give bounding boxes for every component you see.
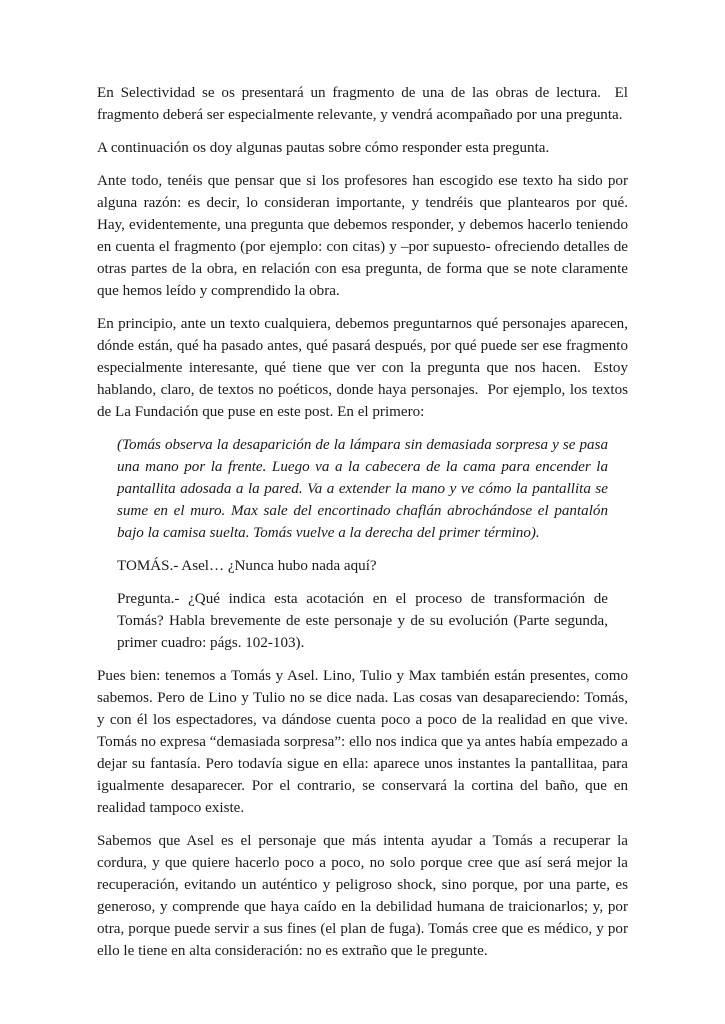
paragraph-analysis-approach: En principio, ante un texto cualquiera, debemos preguntarnos qué personajes aparecen, dónde están, qué ha pasado antes, qué pasará después, por qué puede ser ese fragmento especialmente interesante, qué tiene que ver con la pregunta que nos hacen. Estoy hablando, claro, de textos no poéticos, donde haya personajes. Por ejemplo, los textos de La Fundación que puse en este post. En el primero:: [97, 316, 632, 420]
paragraph-intro-2: A continuación os doy algunas pautas sobre cómo responder esta pregunta.: [97, 140, 550, 156]
quote-exam-question: Pregunta.- ¿Qué indica esta acotación en el proceso de transformación de Tomás? Habla brevemente de este personaje y de su evolución (Parte segunda, primer cuadro: págs. 102-103).: [117, 591, 612, 651]
quoted-extract-block: [117, 434, 612, 654]
quote-dialogue-line: TOMÁS.- Asel… ¿Nunca hubo nada aquí?: [117, 558, 377, 574]
paragraph-guidance: Ante todo, tenéis que pensar que si los profesores han escogido ese texto ha sido por alguna razón: es decir, lo consideran importante, y tendréis que plantearos por qué. Hay, evidentemente, una pregunta que debemos responder, y debemos hacerlo teniendo en cuenta el fragmento (por ejemplo: con citas) y –por supuesto- ofreciendo detalles de otras partes de la obra, en relación con esa pregunta, de forma que se note claramente que hemos leído y comprendido la obra.: [97, 173, 632, 299]
paragraph-intro-1: En Selectividad se os presentará un fragmento de una de las obras de lectura. El fragmento deberá ser especialmente relevante, y vendrá acompañado por una pregunta.: [97, 85, 632, 123]
document-text-column: [97, 82, 632, 962]
paragraph-commentary-characters: Pues bien: tenemos a Tomás y Asel. Lino, Tulio y Max también están presentes, como sabemos. Pero de Lino y Tulio no se dice nada. Las cosas van desapareciendo: Tomás, y con él los espectadores, va dándose cuenta poco a poco de la realidad en que vive. Tomás no expresa “demasiada sorpresa”: ello nos indica que ya antes había empezado a dejar su fantasía. Pero todavía sigue en ella: aparece unos instantes la pantallitaa, para igualmente desaparecer. Por el contrario, se conservará la cortina del baño, que en realidad tampoco existe.: [97, 668, 632, 816]
paragraph-commentary-asel: Sabemos que Asel es el personaje que más intenta ayudar a Tomás a recuperar la cordura, y que quiere hacerlo poco a poco, no solo porque cree que así será mejor la recuperación, evitando un auténtico y peligroso shock, sino porque, por una parte, es generoso, y comprende que haya caído en la debilidad humana de traicionarlos; y, por otra, porque puede servir a sus fines (el plan de fuga). Tomás cree que es médico, y por ello le tiene en alta consideración: no es extraño que le pregunte.: [97, 833, 632, 959]
quote-stage-direction: (Tomás observa la desaparición de la lámpara sin demasiada sorpresa y se pasa una mano por la frente. Luego va a la cabecera de la cama para encender la pantallita adosada a la pared. Va a extender la mano y ve cómo la pantallita se sume en el muro. Max sale del encortinado chaflán abrochándose el pantalón bajo la camisa suelta. Tomás vuelve a la derecha del primer término).: [117, 437, 612, 541]
